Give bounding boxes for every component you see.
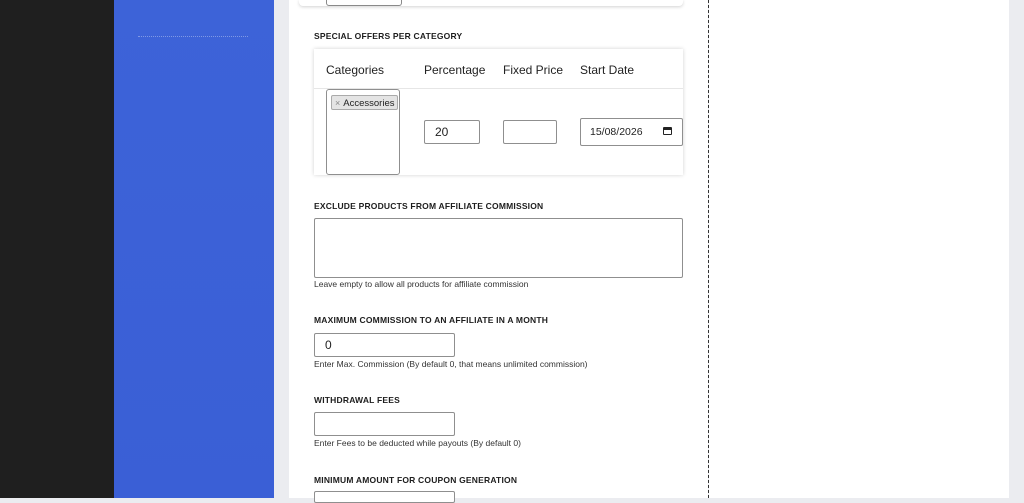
start-date-value: 15/08/2026: [590, 126, 643, 138]
max-commission-input[interactable]: 0: [314, 333, 455, 357]
content-gutter: [274, 0, 289, 498]
column-header-fixed-price: Fixed Price: [503, 63, 564, 77]
withdrawal-fees-input[interactable]: [314, 412, 455, 436]
sidebar-divider: [138, 36, 248, 37]
withdrawal-fees-help: Enter Fees to be deducted while payouts (By default 0): [314, 438, 521, 448]
start-date-input[interactable]: [580, 118, 683, 146]
previous-input-edge[interactable]: [326, 0, 402, 6]
column-header-start-date: Start Date: [580, 63, 635, 77]
close-icon[interactable]: ×: [335, 98, 341, 108]
calendar-icon[interactable]: [663, 127, 672, 135]
max-commission-label: MAXIMUM COMMISSION TO AN AFFILIATE IN A MONTH: [314, 315, 549, 325]
special-offers-label: SPECIAL OFFERS PER CATEGORY: [314, 31, 463, 41]
exclude-products-field[interactable]: [314, 218, 683, 278]
max-commission-help: Enter Max. Commission (By default 0, that means unlimited commission): [314, 359, 588, 369]
percentage-input[interactable]: 20: [424, 120, 480, 144]
category-chip-accessories: [331, 95, 398, 110]
column-header-percentage: Percentage: [424, 63, 486, 77]
min-coupon-input[interactable]: [314, 491, 455, 503]
column-header-categories: Categories: [326, 63, 385, 77]
sidebar-blue-panel: [114, 0, 274, 498]
exclude-products-label: EXCLUDE PRODUCTS FROM AFFILIATE COMMISSION: [314, 201, 544, 211]
right-panel: [709, 0, 1009, 498]
fixed-price-input[interactable]: [503, 120, 557, 144]
right-gutter: [1009, 0, 1024, 498]
left-dark-panel: [0, 0, 114, 498]
exclude-products-help: Leave empty to allow all products for affiliate commission: [314, 279, 529, 289]
category-chip-label: Accessories: [343, 98, 395, 109]
withdrawal-fees-label: WITHDRAWAL FEES: [314, 395, 400, 405]
min-coupon-label: MINIMUM AMOUNT FOR COUPON GENERATION: [314, 475, 518, 485]
